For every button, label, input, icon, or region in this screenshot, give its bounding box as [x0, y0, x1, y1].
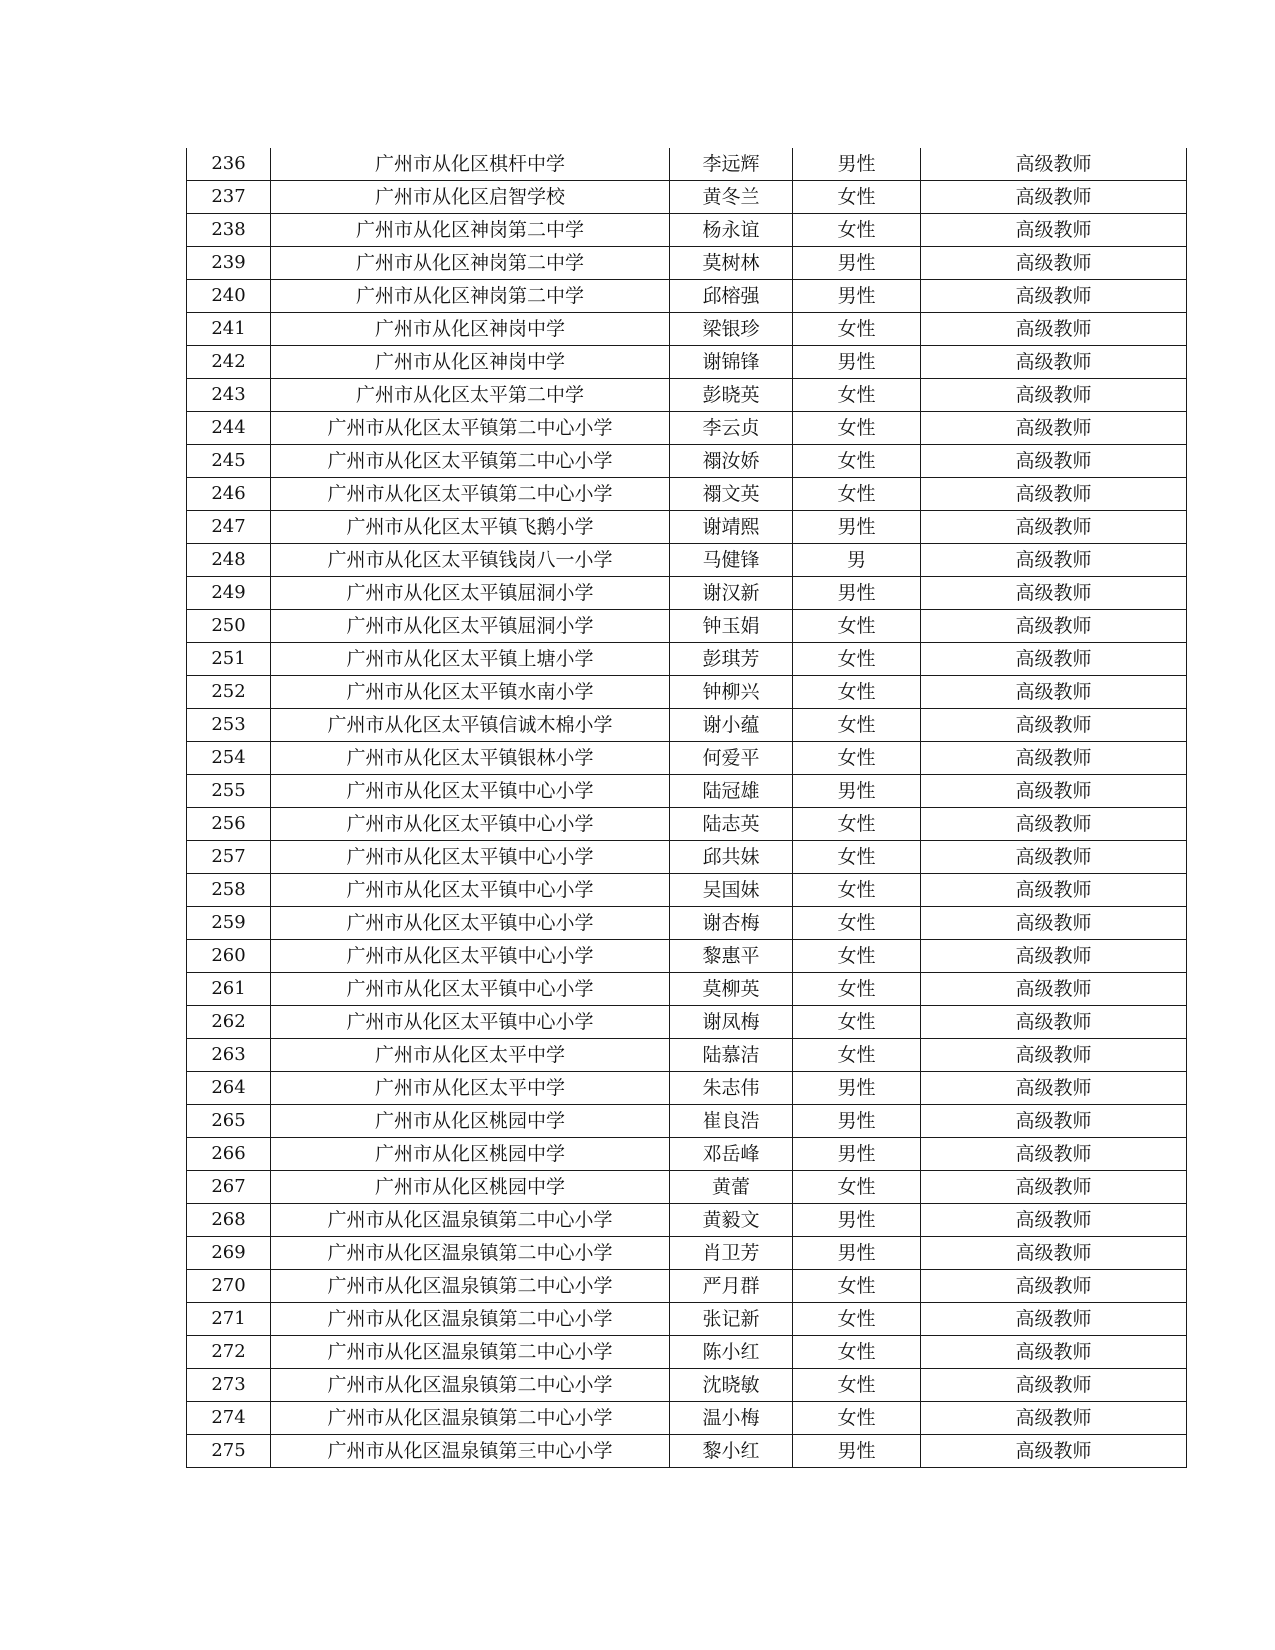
professional-title-cell: 高级教师 [921, 280, 1187, 313]
school-name-cell: 广州市从化区太平镇中心小学 [271, 775, 670, 808]
table-row [187, 412, 1187, 445]
table-row [187, 1105, 1187, 1138]
professional-title-cell: 高级教师 [921, 1006, 1187, 1039]
professional-title-cell: 高级教师 [921, 1435, 1187, 1468]
teacher-name-cell: 吴国妹 [670, 874, 793, 907]
gender-cell: 女性 [793, 313, 921, 346]
row-number-cell: 240 [187, 280, 271, 313]
table-row [187, 1204, 1187, 1237]
school-name-cell: 广州市从化区温泉镇第二中心小学 [271, 1369, 670, 1402]
teacher-name-cell: 黄冬兰 [670, 181, 793, 214]
row-number-cell: 241 [187, 313, 271, 346]
row-number-cell: 269 [187, 1237, 271, 1270]
school-name-cell: 广州市从化区太平镇中心小学 [271, 940, 670, 973]
school-name-cell: 广州市从化区太平第二中学 [271, 379, 670, 412]
gender-cell: 女性 [793, 412, 921, 445]
school-name-cell: 广州市从化区桃园中学 [271, 1138, 670, 1171]
school-name-cell: 广州市从化区太平镇上塘小学 [271, 643, 670, 676]
table-row [187, 544, 1187, 577]
gender-cell: 男性 [793, 1138, 921, 1171]
professional-title-cell: 高级教师 [921, 346, 1187, 379]
teacher-name-cell: 温小梅 [670, 1402, 793, 1435]
teacher-name-cell: 何爱平 [670, 742, 793, 775]
gender-cell: 女性 [793, 841, 921, 874]
professional-title-cell: 高级教师 [921, 1270, 1187, 1303]
school-name-cell: 广州市从化区神岗第二中学 [271, 280, 670, 313]
table-row [187, 1006, 1187, 1039]
row-number-cell: 255 [187, 775, 271, 808]
table-row [187, 1303, 1187, 1336]
row-number-cell: 273 [187, 1369, 271, 1402]
row-number-cell: 243 [187, 379, 271, 412]
professional-title-cell: 高级教师 [921, 181, 1187, 214]
school-name-cell: 广州市从化区棋杆中学 [271, 148, 670, 181]
school-name-cell: 广州市从化区启智学校 [271, 181, 670, 214]
professional-title-cell: 高级教师 [921, 610, 1187, 643]
professional-title-cell: 高级教师 [921, 511, 1187, 544]
row-number-cell: 242 [187, 346, 271, 379]
gender-cell: 男性 [793, 1435, 921, 1468]
professional-title-cell: 高级教师 [921, 1303, 1187, 1336]
row-number-cell: 251 [187, 643, 271, 676]
school-name-cell: 广州市从化区太平镇中心小学 [271, 808, 670, 841]
gender-cell: 男性 [793, 1105, 921, 1138]
gender-cell: 女性 [793, 973, 921, 1006]
table-row [187, 1336, 1187, 1369]
gender-cell: 女性 [793, 643, 921, 676]
professional-title-cell: 高级教师 [921, 544, 1187, 577]
table-row [187, 478, 1187, 511]
table-row [187, 610, 1187, 643]
teacher-name-cell: 谢汉新 [670, 577, 793, 610]
teacher-name-cell: 严月群 [670, 1270, 793, 1303]
row-number-cell: 266 [187, 1138, 271, 1171]
school-name-cell: 广州市从化区太平中学 [271, 1039, 670, 1072]
row-number-cell: 263 [187, 1039, 271, 1072]
school-name-cell: 广州市从化区太平镇中心小学 [271, 1006, 670, 1039]
row-number-cell: 264 [187, 1072, 271, 1105]
gender-cell: 女性 [793, 1006, 921, 1039]
gender-cell: 女性 [793, 874, 921, 907]
teacher-name-cell: 禤文英 [670, 478, 793, 511]
table-row [187, 940, 1187, 973]
row-number-cell: 247 [187, 511, 271, 544]
professional-title-cell: 高级教师 [921, 775, 1187, 808]
row-number-cell: 250 [187, 610, 271, 643]
gender-cell: 女性 [793, 808, 921, 841]
gender-cell: 女性 [793, 379, 921, 412]
professional-title-cell: 高级教师 [921, 841, 1187, 874]
teacher-name-cell: 黄毅文 [670, 1204, 793, 1237]
gender-cell: 男性 [793, 1204, 921, 1237]
school-name-cell: 广州市从化区桃园中学 [271, 1105, 670, 1138]
table-row [187, 643, 1187, 676]
teacher-name-cell: 彭晓英 [670, 379, 793, 412]
teacher-name-cell: 马健锋 [670, 544, 793, 577]
gender-cell: 男性 [793, 247, 921, 280]
professional-title-cell: 高级教师 [921, 1072, 1187, 1105]
professional-title-cell: 高级教师 [921, 412, 1187, 445]
teacher-name-cell: 莫树林 [670, 247, 793, 280]
teacher-name-cell: 陈小红 [670, 1336, 793, 1369]
teacher-name-cell: 谢凤梅 [670, 1006, 793, 1039]
table-row [187, 1039, 1187, 1072]
teacher-name-cell: 杨永谊 [670, 214, 793, 247]
teacher-name-cell: 彭琪芳 [670, 643, 793, 676]
gender-cell: 女性 [793, 610, 921, 643]
gender-cell: 男性 [793, 280, 921, 313]
table-row [187, 907, 1187, 940]
teacher-name-cell: 张记新 [670, 1303, 793, 1336]
teacher-name-cell: 莫柳英 [670, 973, 793, 1006]
school-name-cell: 广州市从化区太平镇屈洞小学 [271, 577, 670, 610]
row-number-cell: 270 [187, 1270, 271, 1303]
row-number-cell: 252 [187, 676, 271, 709]
professional-title-cell: 高级教师 [921, 1171, 1187, 1204]
row-number-cell: 259 [187, 907, 271, 940]
row-number-cell: 260 [187, 940, 271, 973]
gender-cell: 男性 [793, 775, 921, 808]
school-name-cell: 广州市从化区太平镇钱岗八一小学 [271, 544, 670, 577]
school-name-cell: 广州市从化区温泉镇第二中心小学 [271, 1270, 670, 1303]
row-number-cell: 268 [187, 1204, 271, 1237]
table-row [187, 775, 1187, 808]
gender-cell: 女性 [793, 1039, 921, 1072]
school-name-cell: 广州市从化区神岗第二中学 [271, 214, 670, 247]
table-row [187, 1369, 1187, 1402]
gender-cell: 女性 [793, 1171, 921, 1204]
row-number-cell: 261 [187, 973, 271, 1006]
teacher-name-cell: 邓岳峰 [670, 1138, 793, 1171]
row-number-cell: 236 [187, 148, 271, 181]
school-name-cell: 广州市从化区太平中学 [271, 1072, 670, 1105]
teacher-name-cell: 黎惠平 [670, 940, 793, 973]
row-number-cell: 262 [187, 1006, 271, 1039]
teacher-name-cell: 邱共妹 [670, 841, 793, 874]
professional-title-cell: 高级教师 [921, 1369, 1187, 1402]
row-number-cell: 238 [187, 214, 271, 247]
teacher-name-cell: 钟玉娟 [670, 610, 793, 643]
row-number-cell: 271 [187, 1303, 271, 1336]
gender-cell: 女性 [793, 181, 921, 214]
professional-title-cell: 高级教师 [921, 214, 1187, 247]
gender-cell: 女性 [793, 478, 921, 511]
gender-cell: 男性 [793, 1237, 921, 1270]
school-name-cell: 广州市从化区神岗中学 [271, 346, 670, 379]
professional-title-cell: 高级教师 [921, 1204, 1187, 1237]
teacher-name-cell: 谢小蕴 [670, 709, 793, 742]
table-row [187, 1402, 1187, 1435]
gender-cell: 女性 [793, 1303, 921, 1336]
professional-title-cell: 高级教师 [921, 379, 1187, 412]
teacher-name-cell: 李云贞 [670, 412, 793, 445]
teacher-name-cell: 黎小红 [670, 1435, 793, 1468]
professional-title-cell: 高级教师 [921, 742, 1187, 775]
row-number-cell: 256 [187, 808, 271, 841]
gender-cell: 男性 [793, 1072, 921, 1105]
professional-title-cell: 高级教师 [921, 907, 1187, 940]
table-row [187, 676, 1187, 709]
school-name-cell: 广州市从化区太平镇信诚木棉小学 [271, 709, 670, 742]
professional-title-cell: 高级教师 [921, 1402, 1187, 1435]
school-name-cell: 广州市从化区温泉镇第二中心小学 [271, 1237, 670, 1270]
row-number-cell: 237 [187, 181, 271, 214]
gender-cell: 女性 [793, 214, 921, 247]
row-number-cell: 265 [187, 1105, 271, 1138]
school-name-cell: 广州市从化区太平镇第二中心小学 [271, 445, 670, 478]
professional-title-cell: 高级教师 [921, 808, 1187, 841]
table-row [187, 247, 1187, 280]
professional-title-cell: 高级教师 [921, 940, 1187, 973]
gender-cell: 女性 [793, 1270, 921, 1303]
teacher-name-cell: 黄蕾 [670, 1171, 793, 1204]
table-row [187, 214, 1187, 247]
gender-cell: 女性 [793, 1336, 921, 1369]
teacher-name-cell: 朱志伟 [670, 1072, 793, 1105]
professional-title-cell: 高级教师 [921, 973, 1187, 1006]
table-row [187, 280, 1187, 313]
teacher-name-cell: 谢杏梅 [670, 907, 793, 940]
gender-cell: 女性 [793, 445, 921, 478]
table-row [187, 1171, 1187, 1204]
table-row [187, 841, 1187, 874]
row-number-cell: 257 [187, 841, 271, 874]
professional-title-cell: 高级教师 [921, 1237, 1187, 1270]
row-number-cell: 249 [187, 577, 271, 610]
professional-title-cell: 高级教师 [921, 643, 1187, 676]
gender-cell: 女性 [793, 709, 921, 742]
professional-title-cell: 高级教师 [921, 1039, 1187, 1072]
school-name-cell: 广州市从化区太平镇中心小学 [271, 907, 670, 940]
row-number-cell: 253 [187, 709, 271, 742]
table-row [187, 313, 1187, 346]
gender-cell: 男 [793, 544, 921, 577]
table-row [187, 742, 1187, 775]
table-row [187, 181, 1187, 214]
teacher-name-cell: 梁银珍 [670, 313, 793, 346]
table-row [187, 709, 1187, 742]
school-name-cell: 广州市从化区温泉镇第二中心小学 [271, 1204, 670, 1237]
professional-title-cell: 高级教师 [921, 676, 1187, 709]
table-row [187, 1270, 1187, 1303]
professional-title-cell: 高级教师 [921, 445, 1187, 478]
teacher-name-cell: 沈晓敏 [670, 1369, 793, 1402]
table-row [187, 346, 1187, 379]
school-name-cell: 广州市从化区温泉镇第二中心小学 [271, 1402, 670, 1435]
school-name-cell: 广州市从化区太平镇中心小学 [271, 973, 670, 1006]
table-row [187, 874, 1187, 907]
row-number-cell: 258 [187, 874, 271, 907]
table-row [187, 1435, 1187, 1468]
professional-title-cell: 高级教师 [921, 1105, 1187, 1138]
row-number-cell: 245 [187, 445, 271, 478]
row-number-cell: 275 [187, 1435, 271, 1468]
professional-title-cell: 高级教师 [921, 874, 1187, 907]
school-name-cell: 广州市从化区太平镇第二中心小学 [271, 478, 670, 511]
school-name-cell: 广州市从化区神岗中学 [271, 313, 670, 346]
teacher-roster-body [187, 148, 1187, 1468]
professional-title-cell: 高级教师 [921, 1138, 1187, 1171]
gender-cell: 女性 [793, 742, 921, 775]
professional-title-cell: 高级教师 [921, 313, 1187, 346]
table-row [187, 973, 1187, 1006]
professional-title-cell: 高级教师 [921, 1336, 1187, 1369]
row-number-cell: 244 [187, 412, 271, 445]
gender-cell: 男性 [793, 577, 921, 610]
professional-title-cell: 高级教师 [921, 577, 1187, 610]
gender-cell: 女性 [793, 1369, 921, 1402]
teacher-name-cell: 崔良浩 [670, 1105, 793, 1138]
school-name-cell: 广州市从化区太平镇中心小学 [271, 841, 670, 874]
teacher-name-cell: 谢锦锋 [670, 346, 793, 379]
gender-cell: 男性 [793, 511, 921, 544]
table-row [187, 1237, 1187, 1270]
school-name-cell: 广州市从化区温泉镇第三中心小学 [271, 1435, 670, 1468]
row-number-cell: 274 [187, 1402, 271, 1435]
table-row [187, 577, 1187, 610]
school-name-cell: 广州市从化区桃园中学 [271, 1171, 670, 1204]
school-name-cell: 广州市从化区太平镇中心小学 [271, 874, 670, 907]
gender-cell: 男性 [793, 346, 921, 379]
table-row [187, 445, 1187, 478]
row-number-cell: 254 [187, 742, 271, 775]
table-row [187, 379, 1187, 412]
school-name-cell: 广州市从化区温泉镇第二中心小学 [271, 1336, 670, 1369]
teacher-roster-table [186, 148, 1187, 1468]
teacher-name-cell: 陆志英 [670, 808, 793, 841]
professional-title-cell: 高级教师 [921, 709, 1187, 742]
row-number-cell: 248 [187, 544, 271, 577]
table-row [187, 808, 1187, 841]
gender-cell: 女性 [793, 1402, 921, 1435]
professional-title-cell: 高级教师 [921, 478, 1187, 511]
gender-cell: 女性 [793, 907, 921, 940]
row-number-cell: 246 [187, 478, 271, 511]
school-name-cell: 广州市从化区太平镇屈洞小学 [271, 610, 670, 643]
school-name-cell: 广州市从化区太平镇水南小学 [271, 676, 670, 709]
teacher-name-cell: 陆冠雄 [670, 775, 793, 808]
row-number-cell: 267 [187, 1171, 271, 1204]
professional-title-cell: 高级教师 [921, 247, 1187, 280]
table-row [187, 148, 1187, 181]
gender-cell: 男性 [793, 148, 921, 181]
teacher-name-cell: 邱榕强 [670, 280, 793, 313]
school-name-cell: 广州市从化区太平镇银林小学 [271, 742, 670, 775]
school-name-cell: 广州市从化区太平镇第二中心小学 [271, 412, 670, 445]
school-name-cell: 广州市从化区温泉镇第二中心小学 [271, 1303, 670, 1336]
gender-cell: 女性 [793, 940, 921, 973]
teacher-name-cell: 李远辉 [670, 148, 793, 181]
teacher-name-cell: 钟柳兴 [670, 676, 793, 709]
teacher-name-cell: 陆慕洁 [670, 1039, 793, 1072]
teacher-name-cell: 谢靖熙 [670, 511, 793, 544]
teacher-name-cell: 肖卫芳 [670, 1237, 793, 1270]
teacher-name-cell: 禤汝娇 [670, 445, 793, 478]
school-name-cell: 广州市从化区太平镇飞鹅小学 [271, 511, 670, 544]
table-row [187, 511, 1187, 544]
professional-title-cell: 高级教师 [921, 148, 1187, 181]
table-row [187, 1138, 1187, 1171]
row-number-cell: 272 [187, 1336, 271, 1369]
gender-cell: 女性 [793, 676, 921, 709]
table-row [187, 1072, 1187, 1105]
school-name-cell: 广州市从化区神岗第二中学 [271, 247, 670, 280]
row-number-cell: 239 [187, 247, 271, 280]
